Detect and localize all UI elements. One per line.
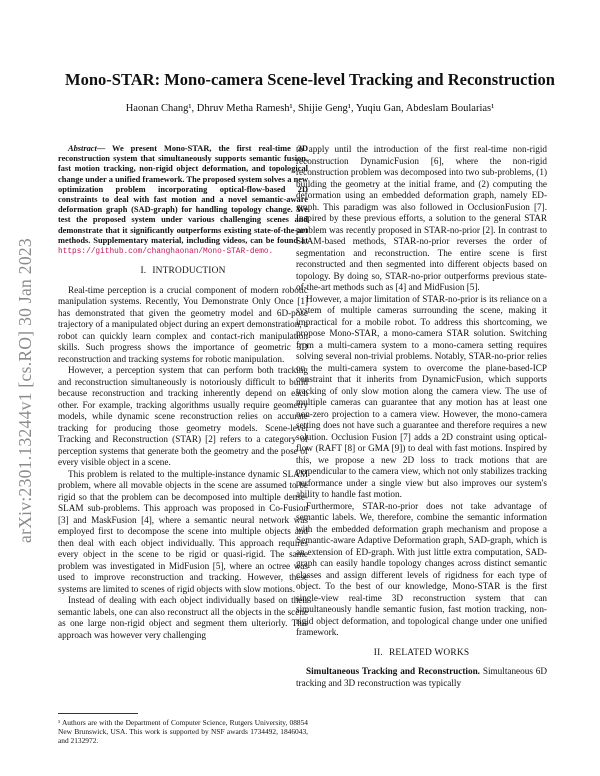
section-heading-introduction: I. INTRODUCTION	[140, 266, 226, 277]
author-list: Haonan Chang¹, Dhruv Metha Ramesh¹, Shijie Geng¹, Yuqiu Gan, Abdeslam Boularias¹	[125, 103, 495, 114]
paragraph: Instead of dealing with each object individually based on their semantic labels, one can also reconstruct all the objects in the scene as one large non-rigid object and segment them ulteriorly. This approach was however very challenging	[58, 595, 308, 640]
paragraph: However, a major limitation of STAR-no-prior is its reliance on a system of multiple cameras surrounding the scene, making it impractical for a mobile robot. To address this shortcoming, we propose Mono-STAR, a mono-camera STAR solution. Switching from a multi-camera system to a mono-camera setting requires solving several non-trivial problems. Notably, STAR-no-prior relies on the multi-camera system to overcome the plane-based-ICP constraint that it inherits from DynamicFusion, which supports tracking of only slow motion along the camera view. The use of multiple cameras can guarantee that any motion has at least one non-zero projection to a camera view. However, the mono-camera setting does not have such a guarantee and therefore requires a new solution. Occlusion Fusion [7] adds a 2D constraint using optical-flow (RAFT [8] or GMA [9]) to deal with fast motions. Inspired by this, we propose a new 2D loss to track motions that are perpendicular to the camera view, which not only stabilizes tracking performance under a single view but also improves our system's ability to handle fast motion.	[296, 293, 547, 499]
paragraph: Real-time perception is a crucial component of modern robotic manipulation systems. Recently, You Demonstrate Only Once [1] has demonstrated that given the geometry model and 6D-pose trajectory of a manipulated object during an expert demonstration, a robot can quickly learn complex and contact-rich manipulation skills. Such progress shows the importance of geometric 3D reconstruction and tracking systems for robotic manipulation.	[58, 284, 309, 364]
paper-title: Mono-STAR: Mono-camera Scene-level Tracking and Reconstruction	[65, 70, 555, 89]
paragraph-related-works: Simultaneous Tracking and Reconstruction. Simultaneous 6D tracking and 3D reconstruction was typically	[296, 666, 548, 688]
abstract-text: — We present Mono-STAR, the first real-time 3D reconstruction system that simultaneously supports semantic fusion, fast motion tracking, non-rigid object deformation, and topological change under a unified framework. The proposed system solves a new optimization problem incorporating optical-flow-based 2D constraints to deal with fast motion and a novel semantic-aware deformation graph (SAD-graph) for handling topology change. We test the proposed system under various challenging scenes and demonstrate that it significantly outperforms existing state-of-the-art methods. Supplementary material, including videos, can be found at	[58, 144, 308, 245]
paragraph: Furthermore, STAR-no-prior does not take advantage of semantic labels. We, therefore, combine the semantic information with the embedded deformation graph mechanism and propose a Semantic-aware Adaptive Deformation graph, SAD-graph, which is an extension of ED-graph. With just little extra computation, SAD-graph can easily handle topology changes across distinct semantic classes and assign different levels of rigidness for each type of object. To the best of our knowledge, Mono-STAR is the first single-view real-time 3D reconstruction system that can simultaneously handle semantic fusion, fast motion tracking, non-rigid object deformation, and topological change under one unified framework.	[296, 500, 547, 637]
arxiv-id: arXiv:2301.13244v1 [cs.RO] 30 Jan 2023	[14, 237, 35, 543]
abstract	[58, 144, 308, 257]
left-column	[58, 144, 308, 641]
footnote-rule	[58, 713, 138, 714]
supplementary-link[interactable]: https://github.com/changhaonan/Mono-STAR-demo.	[58, 248, 274, 257]
footnote: ¹ Authors are with the Department of Computer Science, Rutgers University, 08854 New Brunswick, USA. This work is supported by NSF awards 1734492, 1846043, and 2132972.	[58, 718, 308, 745]
subsection-heading: Simultaneous Tracking and Reconstruction.	[306, 666, 480, 676]
paragraph: to apply until the introduction of the first real-time non-rigid reconstruction DynamicFusion [6], where the non-rigid reconstruction problem was decomposed into two sub-problems, (1) building the geometry at the initial frame, and (2) computing the deformation using an embedded deformation graph, namely ED-graph. This paradigm was also followed in OcclusionFusion [7]. Inspired by these previous efforts, a solution to the general STAR problem was recently proposed in STAR-no-prior [2]. In contrast to SLAM-based methods, STAR-no-prior reverses the order of segmentation and reconstruction. The entire scene is first reconstructed and then segmented into different objects based on topology. By doing so, STAR-no-prior outperforms previous state-of-the-art methods such as [4] and MidFusion [5].	[296, 144, 547, 292]
paragraph: However, a perception system that can perform both tracking and reconstruction simultaneously is notoriously difficult to build because reconstruction and tracking inherently depend on each other. For example, tracking algorithms usually require geometry models, while dynamic scene reconstruction relies on accurate tracking for producing those geometry models. Scene-level Tracking and Reconstruction (STAR) [2] refers to a category of perception systems that generate both the geometry and the pose of every visible object in a scene.	[58, 365, 308, 468]
section-heading-related-works: II. RELATED WORKS	[373, 647, 470, 658]
right-column	[296, 144, 547, 689]
abstract-label: Abstract	[68, 144, 97, 153]
paragraph: This problem is related to the multiple-instance dynamic SLAM problem, where all movable objects in the scene are assumed to be rigid so that the problem can be decomposed into multiple dense-SLAM sub-problems. This approach was proposed in Co-Fusion [3] and MaskFusion [4], where a semantic neural network was employed first to decompose the scene into multiple objects and then deal with each object individually. This approach requires every object in the scene to be rigid or quasi-rigid. The same problem was investigated in MidFusion [5], where an octree was used to improve reconstruction and tracking. However, these systems are limited to scenes of rigid objects with slow motions.	[58, 468, 308, 594]
arxiv-watermark	[14, 170, 36, 610]
